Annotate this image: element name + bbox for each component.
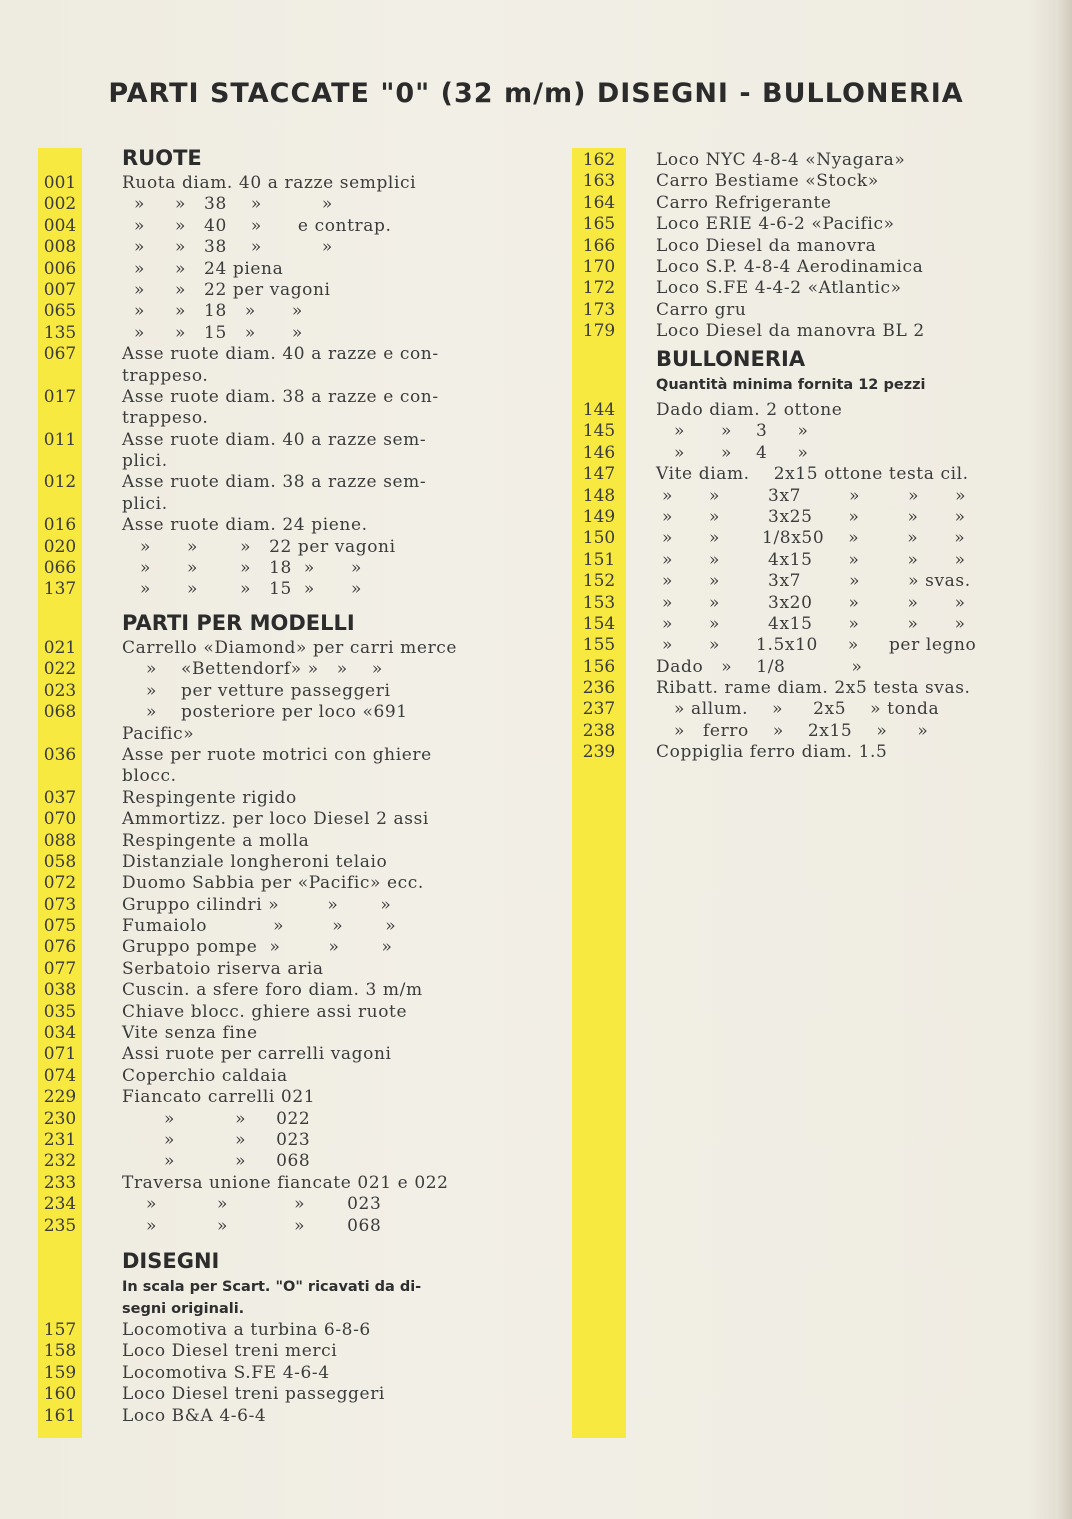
part-code: 070 [43, 809, 77, 830]
part-code: 011 [43, 429, 77, 450]
part-description: Loco Diesel treni passeggeri [122, 1384, 385, 1405]
section-heading: DISEGNI [122, 1249, 220, 1273]
list-item [38, 959, 508, 980]
part-description: » » 1.5x10 » per legno [656, 635, 977, 656]
list-item [38, 430, 508, 451]
part-description: Gruppo cilindri » » » [122, 894, 392, 915]
part-description: Dado diam. 2 ottone [656, 400, 843, 420]
list-item [572, 486, 1042, 507]
list-item [38, 1044, 508, 1065]
part-code: 072 [43, 873, 77, 894]
part-description: » » » 22 per vagoni [122, 536, 396, 557]
part-description: Assi ruote per carrelli vagoni [122, 1044, 392, 1065]
part-code: 016 [43, 515, 77, 536]
part-description: Vite diam. 2x15 ottone testa cil. [656, 464, 969, 485]
list-item [38, 916, 508, 937]
list-item [38, 515, 508, 536]
list-item [38, 702, 508, 723]
part-description: » » » 18 » » [122, 558, 362, 579]
part-code: 071 [43, 1044, 77, 1065]
part-code: 035 [43, 1001, 77, 1022]
part-code: 007 [43, 279, 77, 300]
part-code: 155 [582, 635, 616, 656]
list-item [572, 236, 1042, 257]
list-item [572, 193, 1042, 214]
part-code: 162 [582, 150, 616, 170]
list-item [38, 724, 508, 745]
part-code: 152 [582, 571, 616, 592]
ruote-list [38, 173, 508, 601]
part-description: » » 3x20 » » » [656, 592, 966, 613]
part-code: 137 [43, 579, 77, 600]
list-item [38, 472, 508, 493]
part-description: Carro gru [656, 299, 747, 320]
part-code: 038 [43, 980, 77, 1001]
list-item [572, 464, 1042, 485]
part-description: Distanziale longheroni telaio [122, 851, 388, 872]
part-code: 006 [43, 258, 77, 279]
part-description: Gruppo pompe » » » [122, 937, 393, 958]
part-code: 159 [43, 1362, 77, 1383]
list-item [38, 809, 508, 830]
list-item [38, 895, 508, 916]
part-description: Loco Diesel da manovra [656, 235, 877, 256]
list-item [38, 638, 508, 659]
part-code: 164 [582, 192, 616, 213]
section-note: Quantità minima fornita 12 pezzi [656, 377, 926, 393]
part-description: plici. [122, 451, 168, 472]
disegni-cont-list [572, 150, 1042, 343]
part-description: Cuscin. a sfere foro diam. 3 m/m [122, 980, 423, 1001]
list-item [38, 366, 508, 387]
part-code: 074 [43, 1065, 77, 1086]
part-code: 076 [43, 937, 77, 958]
section-ruote [38, 143, 508, 601]
list-item [572, 300, 1042, 321]
list-item [38, 1066, 508, 1087]
list-item [38, 980, 508, 1001]
part-description: Asse ruote diam. 24 piene. [122, 515, 368, 536]
list-item [38, 387, 508, 408]
list-item [38, 1341, 508, 1362]
part-description: Coppiglia ferro diam. 1.5 [656, 742, 888, 763]
part-code: 234 [43, 1194, 77, 1215]
list-item [572, 635, 1042, 656]
list-item [38, 537, 508, 558]
part-code: 058 [43, 851, 77, 872]
list-item [38, 494, 508, 515]
part-code: 002 [43, 194, 77, 215]
part-description: Loco Diesel treni merci [122, 1341, 338, 1362]
part-description: » » 4x15 » » » [656, 549, 966, 570]
list-item [38, 1173, 508, 1194]
part-description: Locomotiva a turbina 6-8-6 [122, 1320, 371, 1340]
part-code: 066 [43, 558, 77, 579]
page-title: PARTI STACCATE "0" (32 m/m) DISEGNI - BULLONERIA [108, 78, 964, 109]
part-description: » » 15 » » [122, 322, 303, 343]
list-item [38, 1109, 508, 1130]
list-item [572, 528, 1042, 549]
list-item [38, 301, 508, 322]
part-code: 146 [582, 442, 616, 463]
part-description: Loco S.FE 4-4-2 «Atlantic» [656, 278, 902, 299]
part-description: Respingente a molla [122, 830, 310, 851]
part-description: Respingente rigido [122, 787, 297, 808]
list-item [38, 1151, 508, 1172]
section-note: segni originali. [122, 1301, 245, 1317]
part-code: 075 [43, 916, 77, 937]
part-description: » » » 15 » » [122, 579, 362, 600]
part-code: 065 [43, 301, 77, 322]
list-item [38, 579, 508, 600]
part-code: 154 [582, 613, 616, 634]
part-code: 004 [43, 215, 77, 236]
part-description: » » 022 [122, 1108, 311, 1129]
part-code: 173 [582, 299, 616, 320]
part-description: Carrello «Diamond» per carri merce [122, 638, 458, 658]
part-code: 022 [43, 659, 77, 680]
bulloneria-list [572, 400, 1042, 764]
part-description: Loco S.P. 4-8-4 Aerodinamica [656, 256, 924, 277]
list-item [572, 742, 1042, 763]
list-item [38, 237, 508, 258]
list-item [38, 194, 508, 215]
part-description: trappeso. [122, 365, 209, 386]
part-description: Serbatoio riserva aria [122, 958, 324, 979]
list-item [572, 257, 1042, 278]
part-code: 170 [582, 256, 616, 277]
part-description: Vite senza fine [122, 1023, 258, 1044]
list-item [38, 323, 508, 344]
part-description: Asse ruote diam. 40 a razze sem- [122, 429, 427, 450]
part-description: trappeso. [122, 408, 209, 429]
part-code: 036 [43, 744, 77, 765]
list-item [572, 421, 1042, 442]
list-item [38, 173, 508, 194]
list-item [572, 507, 1042, 528]
list-item [572, 443, 1042, 464]
part-description: Fiancato carrelli 021 [122, 1087, 316, 1108]
list-item [38, 1087, 508, 1108]
part-code: 235 [43, 1215, 77, 1236]
list-item [38, 216, 508, 237]
list-item [38, 873, 508, 894]
list-item [38, 259, 508, 280]
part-description: Asse ruote diam. 38 a razze e con- [122, 386, 439, 407]
list-item [572, 657, 1042, 678]
part-description: » » 023 [122, 1129, 311, 1150]
list-item [572, 593, 1042, 614]
part-description: blocc. [122, 766, 177, 787]
part-code: 156 [582, 656, 616, 677]
part-code: 160 [43, 1384, 77, 1405]
part-code: 073 [43, 894, 77, 915]
disegni-list [38, 1320, 508, 1427]
part-description: plici. [122, 493, 168, 514]
part-code: 157 [43, 1320, 77, 1340]
part-description: Locomotiva S.FE 4-6-4 [122, 1362, 330, 1383]
part-description: » » 38 » » [122, 237, 333, 258]
part-code: 230 [43, 1108, 77, 1129]
list-item [572, 678, 1042, 699]
part-code: 088 [43, 830, 77, 851]
part-description: » » 3x7 » » » [656, 485, 967, 506]
part-code: 148 [582, 485, 616, 506]
part-description: » » 068 [122, 1151, 311, 1172]
section-disegni [38, 1246, 508, 1427]
part-description: Asse ruote diam. 38 a razze sem- [122, 472, 427, 493]
part-description: Dado » 1/8 » [656, 656, 863, 677]
list-item [572, 571, 1042, 592]
part-code: 236 [582, 678, 616, 699]
part-code: 135 [43, 322, 77, 343]
part-description: » » 3x25 » » » [656, 506, 966, 527]
part-description: » » 3 » [656, 421, 809, 442]
modelli-list [38, 638, 508, 1237]
list-item [38, 558, 508, 579]
part-code: 037 [43, 787, 77, 808]
part-code: 017 [43, 386, 77, 407]
part-code: 237 [582, 699, 616, 720]
list-item [38, 408, 508, 429]
part-code: 149 [582, 506, 616, 527]
part-description: Pacific» [122, 723, 195, 744]
list-item [38, 1384, 508, 1405]
list-item [572, 171, 1042, 192]
part-code: 147 [582, 464, 616, 485]
part-description: Loco ERIE 4-6-2 «Pacific» [656, 214, 895, 235]
list-item [38, 1216, 508, 1237]
section-disegni-continued [572, 150, 1042, 343]
part-description: Coperchio caldaia [122, 1065, 288, 1086]
part-code: 231 [43, 1129, 77, 1150]
part-code: 144 [582, 400, 616, 420]
part-description: » » 38 » » [122, 194, 333, 215]
part-code: 077 [43, 958, 77, 979]
list-item [572, 214, 1042, 235]
part-code: 158 [43, 1341, 77, 1362]
part-description: » » 22 per vagoni [122, 279, 331, 300]
part-description: » » 24 piena [122, 258, 284, 279]
part-code: 172 [582, 278, 616, 299]
part-description: » » 3x7 » » svas. [656, 571, 971, 592]
list-item [38, 937, 508, 958]
part-code: 001 [43, 173, 77, 193]
part-description: Ribatt. rame diam. 2x5 testa svas. [656, 678, 971, 699]
part-code: 067 [43, 344, 77, 365]
list-item [38, 852, 508, 873]
list-item [38, 681, 508, 702]
section-heading: RUOTE [122, 146, 202, 170]
list-item [38, 745, 508, 766]
list-item [572, 721, 1042, 742]
part-description: Carro Refrigerante [656, 192, 832, 213]
section-note: In scala per Scart. "O" ricavati da di- [122, 1279, 422, 1295]
part-code: 166 [582, 235, 616, 256]
part-description: » per vetture passeggeri [122, 680, 391, 701]
part-code: 151 [582, 549, 616, 570]
list-item [38, 1023, 508, 1044]
part-description: » «Bettendorf» » » » [122, 659, 383, 680]
part-code: 153 [582, 592, 616, 613]
part-description: Loco Diesel da manovra BL 2 [656, 321, 925, 342]
part-code: 023 [43, 680, 77, 701]
part-description: » » 1/8x50 » » » [656, 528, 966, 549]
part-code: 020 [43, 536, 77, 557]
part-code: 034 [43, 1023, 77, 1044]
part-code: 012 [43, 472, 77, 493]
part-description: » » » 023 [122, 1194, 382, 1215]
part-code: 232 [43, 1151, 77, 1172]
section-parti-per-modelli [38, 608, 508, 1237]
part-description: Loco NYC 4-8-4 «Nyagara» [656, 150, 906, 170]
part-description: » allum. » 2x5 » tonda [656, 699, 940, 720]
section-heading: PARTI PER MODELLI [122, 611, 355, 635]
part-description: » » » 068 [122, 1215, 382, 1236]
list-item [38, 1363, 508, 1384]
list-item [572, 614, 1042, 635]
part-description: Ruota diam. 40 a razze semplici [122, 173, 417, 193]
list-item [38, 659, 508, 680]
list-item [38, 280, 508, 301]
list-item [572, 150, 1042, 171]
part-description: Carro Bestiame «Stock» [656, 171, 879, 192]
section-heading: BULLONERIA [656, 347, 806, 371]
list-item [38, 1194, 508, 1215]
list-item [572, 400, 1042, 421]
part-code: 068 [43, 702, 77, 723]
list-item [38, 1406, 508, 1427]
list-item [38, 1320, 508, 1341]
list-item [38, 1130, 508, 1151]
part-description: Traversa unione fiancate 021 e 022 [122, 1172, 449, 1193]
part-code: 021 [43, 638, 77, 658]
part-description: Fumaiolo » » » [122, 916, 397, 937]
list-item [572, 278, 1042, 299]
section-bulloneria [572, 344, 1042, 764]
list-item [572, 321, 1042, 342]
part-description: Asse ruote diam. 40 a razze e con- [122, 344, 439, 365]
list-item [572, 550, 1042, 571]
part-description: » » 18 » » [122, 301, 303, 322]
part-code: 233 [43, 1172, 77, 1193]
part-description: Duomo Sabbia per «Pacific» ecc. [122, 873, 424, 894]
part-code: 179 [582, 321, 616, 342]
part-code: 150 [582, 528, 616, 549]
part-description: Ammortizz. per loco Diesel 2 assi [122, 809, 429, 830]
part-description: Asse per ruote motrici con ghiere [122, 744, 432, 765]
part-description: Loco B&A 4-6-4 [122, 1405, 267, 1426]
list-item [38, 451, 508, 472]
part-code: 165 [582, 214, 616, 235]
list-item [38, 831, 508, 852]
list-item [38, 344, 508, 365]
part-description: » » 40 » e contrap. [122, 215, 392, 236]
list-item [38, 1002, 508, 1023]
list-item [38, 788, 508, 809]
part-code: 161 [43, 1405, 77, 1426]
part-code: 145 [582, 421, 616, 442]
page-fold-edge [1056, 0, 1072, 1519]
part-description: » posteriore per loco «691 [122, 702, 408, 723]
part-code: 163 [582, 171, 616, 192]
part-description: » » 4x15 » » » [656, 613, 966, 634]
part-description: Chiave blocc. ghiere assi ruote [122, 1001, 408, 1022]
part-code: 239 [582, 742, 616, 763]
part-code: 008 [43, 237, 77, 258]
part-code: 238 [582, 720, 616, 741]
part-code: 229 [43, 1087, 77, 1108]
part-description: » ferro » 2x15 » » [656, 720, 929, 741]
list-item [38, 766, 508, 787]
list-item [572, 699, 1042, 720]
part-description: » » 4 » [656, 442, 809, 463]
